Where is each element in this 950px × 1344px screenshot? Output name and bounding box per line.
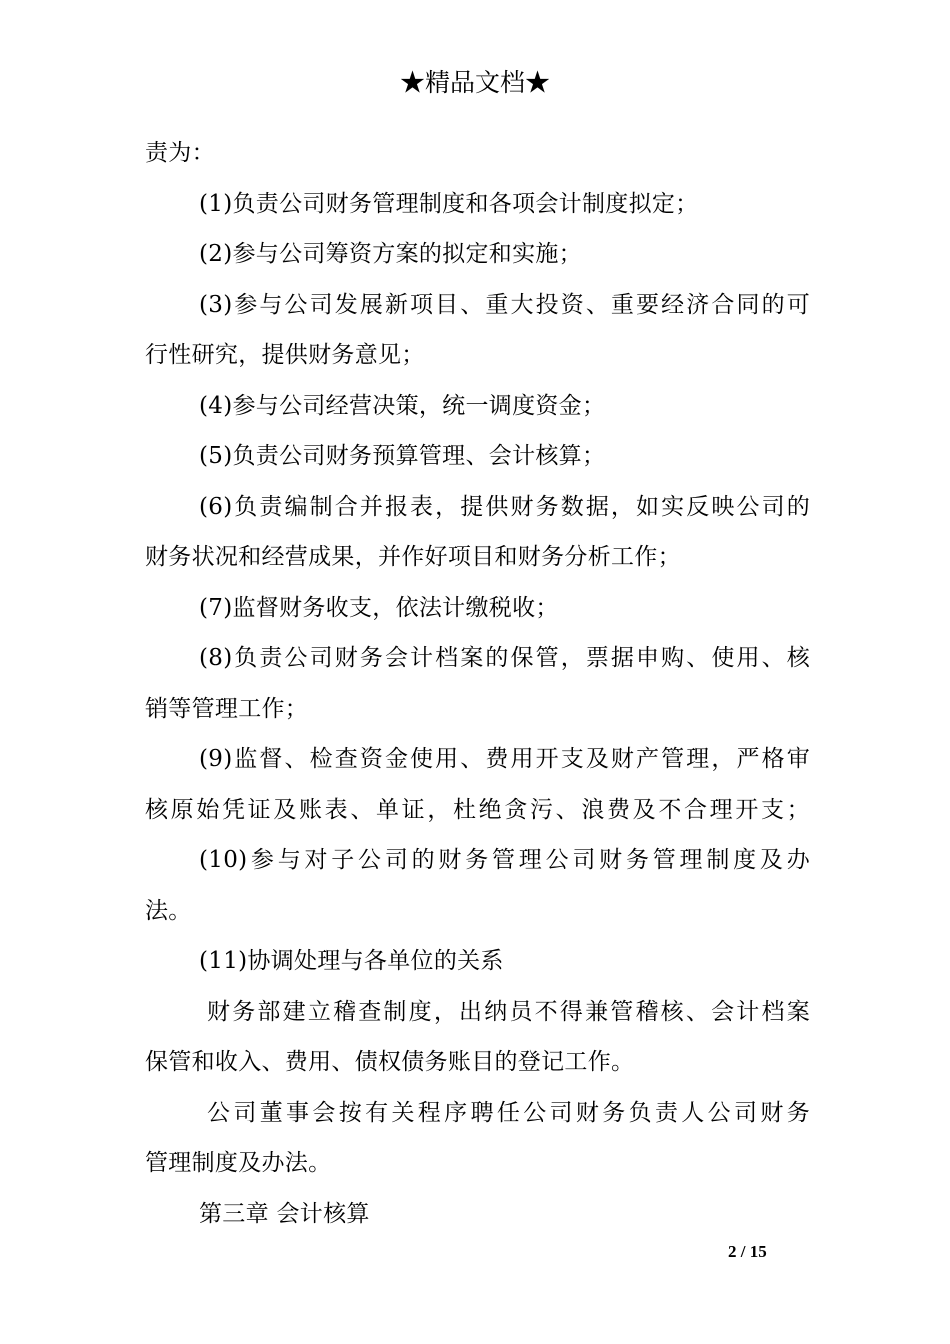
list-item-4: (4)参与公司经营决策，统一调度资金； [199, 392, 606, 419]
list-item-6: (6)负责编制合并报表，提供财务数据，如实反映公司的 [199, 493, 810, 520]
list-item-10-continued: 法。 [145, 897, 192, 924]
list-item-8: (8)负责公司财务会计档案的保管，票据申购、使用、核 [199, 645, 810, 671]
list-item-2: (2)参与公司筹资方案的拟定和实施； [199, 241, 582, 267]
list-item-5: (5)负责公司财务预算管理、会计核算； [199, 443, 606, 469]
text-line: 责为： [145, 140, 215, 166]
list-item-8-continued: 销等管理工作； [145, 695, 309, 722]
list-item-1: (1)负责公司财务管理制度和各项会计制度拟定； [199, 190, 699, 217]
list-item-3: (3)参与公司发展新项目、重大投资、重要经济合同的可 [199, 291, 810, 318]
list-item-9-continued: 核原始凭证及账表、单证，杜绝贪污、浪费及不合理开支； [145, 796, 810, 823]
page-number: 2 / 15 [728, 1242, 767, 1261]
list-item-9: (9)监督、检查资金使用、费用开支及财产管理，严格审 [199, 746, 810, 772]
paragraph-board-appointment-continued: 管理制度及办法。 [145, 1150, 332, 1176]
list-item-6-continued: 财务状况和经营成果，并作好项目和财务分析工作； [145, 544, 681, 570]
paragraph-audit-system: 财务部建立稽查制度，出纳员不得兼管稽核、会计档案 [207, 998, 810, 1025]
chapter-heading: 第三章 会计核算 [199, 1200, 370, 1227]
document-header-title: ★精品文档★ [399, 68, 550, 97]
document-body [145, 128, 810, 1239]
paragraph-board-appointment: 公司董事会按有关程序聘任公司财务负责人公司财务 [207, 1099, 810, 1126]
paragraph-audit-system-continued: 保管和收入、费用、债权债务账目的登记工作。 [145, 1049, 635, 1075]
list-item-11: (11)协调处理与各单位的关系 [199, 948, 504, 974]
list-item-10: (10)参与对子公司的财务管理公司财务管理制度及办 [199, 847, 810, 873]
list-item-3-continued: 行性研究，提供财务意见； [145, 342, 425, 368]
list-item-7: (7)监督财务收支，依法计缴税收； [199, 594, 559, 621]
